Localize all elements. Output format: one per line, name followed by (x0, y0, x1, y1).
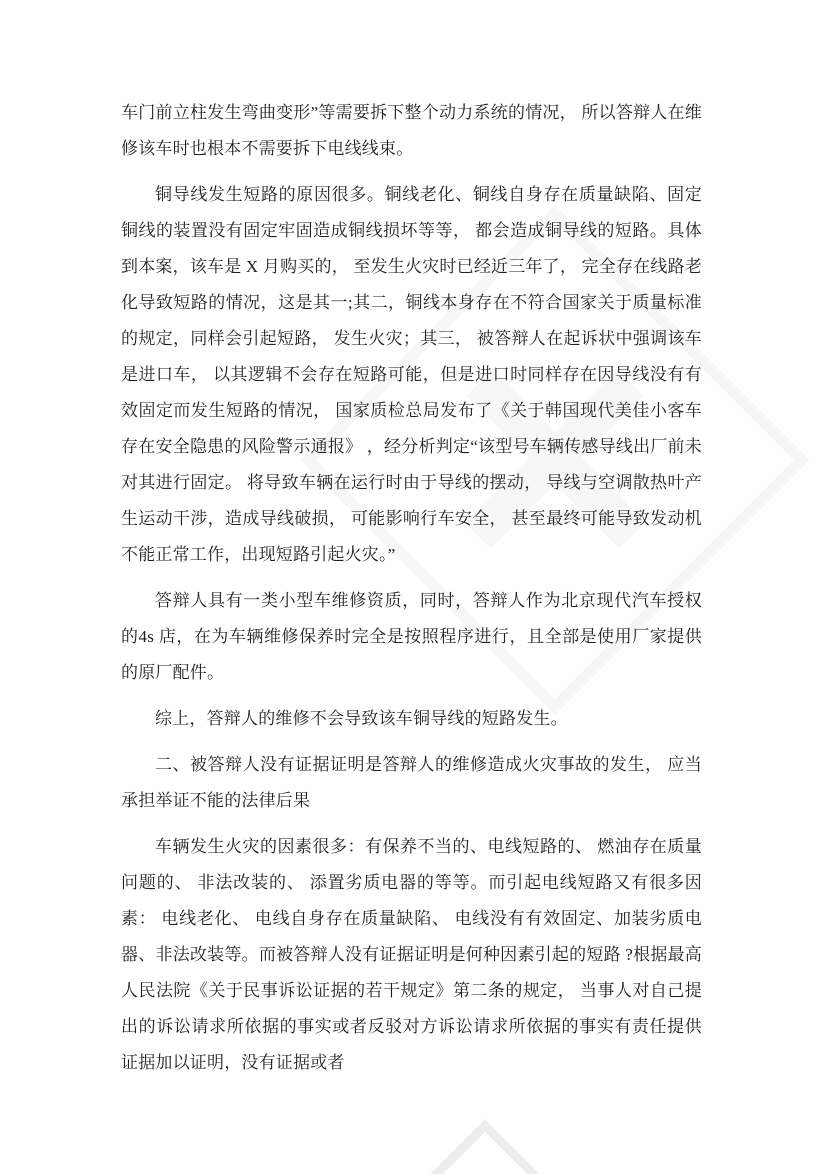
paragraph: 铜导线发生短路的原因很多。铜线老化、铜线自身存在质量缺陷、固定铜线的装置没有固定牢固造成铜线损坏等等， 都会造成铜导线的短路。具体到本案，该车是 X 月购买的， 至发生火灾时已经近三年了， 完全存在线路老化导致短路的情况，这是其一;其二，铜线本身存在不符合国家关于质量标准的规定，同样会引起短路， 发生火灾；其三， 被答辩人在起诉状中强调该车是进口车， 以其逻辑不会存在短路可能，但是进口时同样存在因导线没有有效固定而发生短路的情况， 国家质检总局发布了《关于韩国现代美佳小客车存在安全隐患的风险警示通报》 ，经分析判定“该型号车辆传感导线出厂前未对其进行固定。 将导致车辆在运行时由于导线的摆动， 导线与空调散热叶产生运动干涉，造成导线破损， 可能影响行车安全， 甚至最终可能导致发动机不能正常工作，出现短路引起火灾。” (121, 185, 702, 564)
document-body (121, 95, 702, 1091)
paragraph: 答辩人具有一类小型车维修资质，同时，答辩人作为北京现代汽车授权的4s 店，在为车辆维修保养时完全是按照程序进行，且全部是使用厂家提供的原厂配件。 (121, 591, 702, 682)
watermark-diamond-icon (366, 1119, 604, 1174)
paragraph: 综上，答辩人的维修不会导致该车铜导线的短路发生。 (155, 709, 568, 728)
section-heading: 二、被答辩人没有证据证明是答辩人的维修造成火灾事故的发生， 应当承担举证不能的法律后果 (121, 755, 702, 810)
paragraph-continuation: 车门前立柱发生弯曲变形”等需要拆下整个动力系统的情况， 所以答辩人在维修该车时也根本不需要拆下电线线束。 (121, 103, 702, 158)
paragraph: 车辆发生火灾的因素很多：有保养不当的、电线短路的、 燃油存在质量问题的、 非法改装的、 添置劣质电器的等等。而引起电线短路又有很多因素： 电线老化、 电线自身存在质量缺陷、 电线没有有效固定、加装劣质电器、非法改装等。而被答辩人没有证据证明是何种因素引起的短路 ?根据最高人民法院《关于民事诉讼证据的若干规定》第二条的规定， 当事人对自己提出的诉讼请求所依据的事实或者反驳对方诉讼请求所依据的事实有责任提供证据加以证明，没有证据或者 (121, 837, 702, 1072)
